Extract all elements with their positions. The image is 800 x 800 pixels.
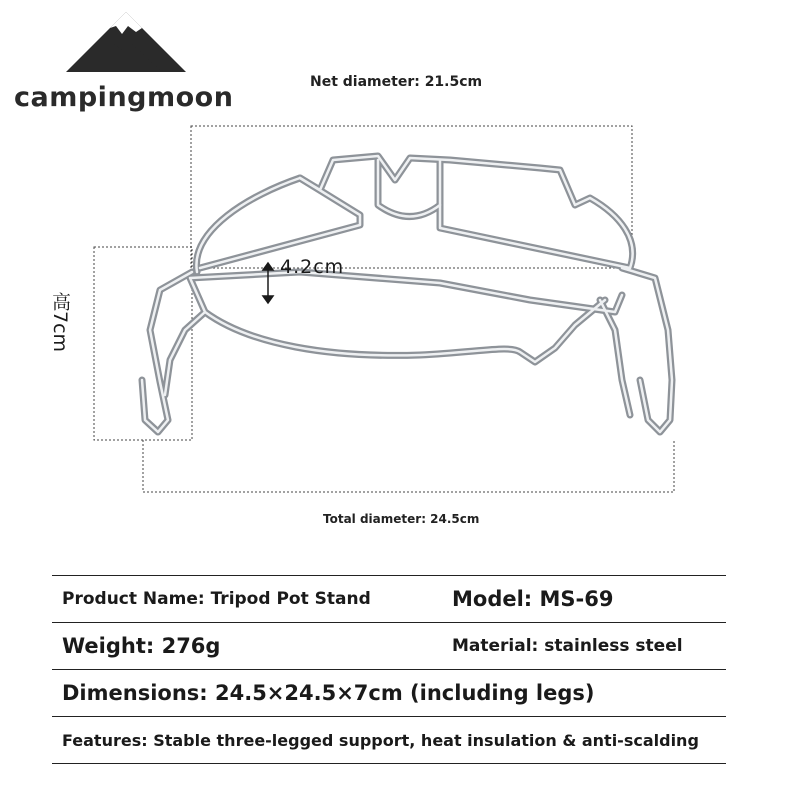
- spec-row: [52, 717, 726, 764]
- inner-height-arrow: [263, 263, 273, 303]
- features: Features: Stable three-legged support, heat insulation & anti-scalding: [62, 730, 699, 750]
- total-diameter-label: Total diameter: 24.5cm: [323, 512, 480, 526]
- brand-name: campingmoon: [14, 82, 234, 113]
- steel-rack: [142, 156, 672, 432]
- height-label: 高7cm: [49, 292, 71, 353]
- net-diameter-label: Net diameter: 21.5cm: [310, 74, 483, 90]
- material: Material: stainless steel: [452, 636, 683, 656]
- weight: Weight: 276g: [62, 634, 221, 658]
- spec-row: [52, 575, 726, 623]
- spec-row: [52, 623, 726, 670]
- spec-table: [52, 575, 726, 764]
- inner-height-label: 4.2cm: [280, 256, 345, 278]
- dimensions: Dimensions: 24.5×24.5×7cm (including legs): [62, 681, 595, 705]
- product-name: Product Name: Tripod Pot Stand: [62, 589, 371, 609]
- spec-row: [52, 670, 726, 717]
- model: Model: MS-69: [452, 587, 614, 611]
